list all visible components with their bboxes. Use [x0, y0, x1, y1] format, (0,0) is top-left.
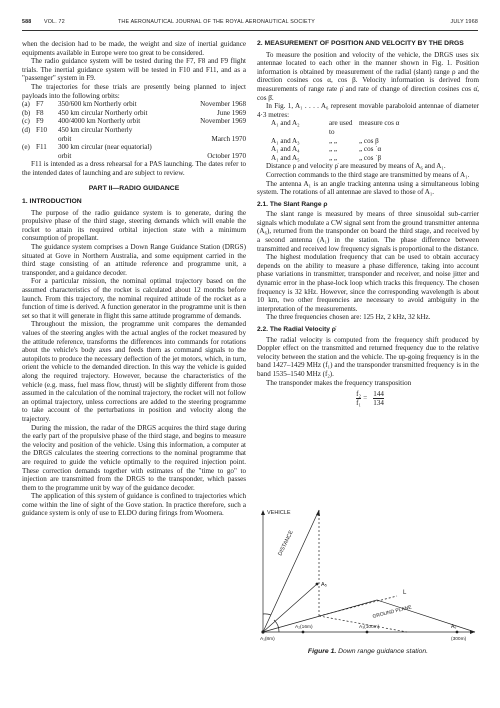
trial-row: (d) F10 450 km circular Northerly [22, 125, 133, 134]
paragraph: The transponder makes the frequency transposition [266, 378, 412, 387]
paragraph: The trajectories for these trials are presently being planned to inject payloads into the following orbits: [22, 82, 246, 100]
antenna-a1-marker [261, 630, 264, 633]
antenna-a6-marker [456, 631, 459, 634]
paragraph: The antenna A₁ is an angle tracking antenna using a simultaneous lobing system. The rotations of all antennae are slaved to those of A₁. [257, 179, 479, 197]
subsection-heading: 2.1. The Slant Range ρ [257, 200, 328, 208]
distance-line [263, 510, 319, 632]
ground-plane-label: GROUND PLANE [372, 604, 413, 620]
caption-text: Down range guidance station. [338, 648, 429, 655]
paragraph: To measure the position and velocity of the vehicle, the DRGS uses six antennae located to each other in the manner shown in Fig. 1. Position information is obtained by measurement of the radial (slant) range ρ and the direction cosines cos α, cos β. Velocity information is derived from measurements of range rate ρ̇ and rate of change of direction cosines cos α̇, cos β̇. [257, 50, 479, 102]
header-rule [22, 30, 478, 31]
baseline-arrowhead [470, 630, 475, 634]
paragraph: In Fig. 1, A₁ . . . . A₆ represent movable paraboloid antennae of diameter 4·3 metres: [257, 102, 479, 119]
running-header [22, 19, 478, 27]
paragraph: Distance ρ and velocity ρ̇ are measured by means of A₆ and A₁. [266, 162, 446, 171]
paragraph: The three frequencies chosen are: 125 Hz, 2 kHz, 32 kHz. [266, 313, 431, 322]
station-diagram [257, 504, 479, 644]
distance-label: DISTANCE [277, 529, 295, 557]
left-column [22, 40, 246, 518]
antenna-a3-marker [366, 631, 369, 634]
antenna-a5-marker [316, 583, 319, 586]
trial-row: orbit October 1970 [58, 151, 246, 160]
paragraph: The radial velocity is computed from the frequency shift produced by Doppler effect on the transmitted and returned frequency due to the relative velocity between the station and the vehicle. The up-going frequency is in the band 1427–1429 MHz (f₁) and the transponder transmitted frequency is in the band 1535–1540 MHz (f₂). [257, 335, 479, 378]
trial-row: (b) F8 450 km circular Northerly orbit June 1969 [22, 108, 246, 117]
vehicle-arrowhead [316, 510, 320, 516]
paragraph: During the mission, the radar of the DRGS acquires the third stage during the early part of the propulsive phase of the third stage, and begins to measure the velocity and position of the vehicle. Using this information, a computer at the DRGS calculates the steering corrections to the nominal programme that are required to guide the vehicle optimally to the required injection point. These correction demands together with estimates of the "time to go" to injection are transmitted from the DRGS to the transponder, which passes them to the programme unit by way of the guidance decoder. [22, 423, 246, 492]
paragraph: The radio guidance system will be tested during the F7, F8 and F9 flight trials. The inertial guidance system will be tested in F10 and F11, and as a "passenger" system in F9. [22, 57, 246, 83]
antenna-row: A₁ and A₃ „ „ „ cos β [271, 136, 379, 145]
subsection-heading: 2.2. The Radial Velocity ρ̇ [257, 326, 336, 333]
paragraph: Throughout the mission, the programme unit compares the demanded values of the steering angles with the actual angles of the rocket measured by the attitude reference, transforms the differences into commands for rotations about the vehicle's body axes and feeds them as command signals to the autopilots to produce the necessary deflection of the jet motors, which, in turn, orient the vehicle to the demanded direction. In this way the vehicle is guided along the required trajectory. However, because the characteristics of the vehicle (e.g. mass, fuel mass flow, thrust) will be slightly different from those assumed in the calculation of the nominal trajectory, the rocket will not follow an optimal trajectory, unless corrections are added to the steering programme to take account of the perturbations in position and velocity along the trajectory. [22, 320, 246, 423]
trial-row: (e) F11 300 km circular (near equatorial) [22, 143, 152, 152]
paragraph: The guidance system comprises a Down Range Guidance Station (DRGS) situated at Gove in Northern Australia, and some equipment carried in the third stage consisting of an attitude reference and programme unit, a transponder, and a guidance decoder. [22, 243, 246, 277]
angle-beta-arc [263, 614, 271, 615]
volume-label: VOL. 72 [44, 19, 65, 25]
distance-300m-label: (300m) [451, 637, 467, 642]
section-heading: 1. INTRODUCTION [22, 198, 82, 206]
antenna-list [257, 119, 479, 162]
a3-label: A₃(100m) [359, 625, 380, 630]
antenna-row: A₁ and A₅ „ „ „ cos ˙β [271, 153, 382, 162]
trial-row: orbit March 1970 [58, 134, 246, 143]
paragraph: Correction commands to the third stage are transmitted by means of A₁. [266, 170, 470, 179]
vehicle-label: VEHICLE [267, 510, 291, 516]
figure-1 [257, 504, 479, 644]
l-label: L [403, 590, 407, 596]
paragraph: F11 is intended as a dress rehearsal for a PAS launching. The dates refer to the intended dates of launching and are subject to review. [22, 160, 246, 177]
right-column [257, 40, 479, 410]
trial-list [22, 100, 246, 160]
figure-caption [257, 648, 479, 655]
a6-label: A₆ [451, 624, 457, 630]
section-heading: 2. MEASUREMENT OF POSITION AND VELOCITY BY THE DRGS [257, 40, 464, 47]
trial-row: (a) F7 350/600 km Northerly orbit November 1968 [22, 100, 246, 109]
antenna-row: A₁ and A₂ are used to measure cos α [271, 119, 400, 136]
vertical-arrowhead [261, 510, 265, 515]
caption-prefix: Figure 1. [307, 648, 337, 655]
part-heading: PART II—RADIO GUIDANCE [88, 184, 180, 192]
paragraph: The purpose of the radio guidance system is to generate, during the propulsive phase of the third stage, steering demands which will enable the rocket to attain its required orbital injection state with a minimum consumption of propellant. [22, 208, 246, 243]
a2-label: A₂(16m) [295, 625, 313, 630]
page-number: 588 [22, 19, 32, 25]
paragraph: The application of this system of guidance is confined to trajectories which come within the line of sight of the Gove station. In practice therefore, such a guidance system is only of use to ELDO during firings from Woomera. [22, 492, 246, 518]
paragraph: The highest modulation frequency that can be used to obtain accuracy depends on the ability to measure a phase difference, taking into account phase variations in transmitter, transponder and receiver, and noise jitter and dynamic error in the phase-lock loop which tracks this frequency. The chosen frequency is 32 kHz. However, since the corresponding wavelength is about 10 km, two other frequencies are necessary to avoid ambiguity in the interpretation of the measurements. [257, 253, 479, 313]
paragraph: The slant range is measured by means of three sinusoidal sub-carrier signals which modulate a CW signal sent from the ground transmitter antenna (A₆), returned from the transponder on board the third stage, and received by a second antenna (A₁) in the station. The phase difference between transmitted and received low frequency signals is proportional to the distance. [257, 210, 479, 253]
antenna-a2-marker [302, 631, 305, 634]
issue-date: JULY 1968 [450, 19, 478, 25]
a5-label: A₅ [321, 582, 327, 588]
trial-row: (c) F9 400/4000 km Northerly orbit November 1969 [22, 117, 246, 126]
paragraph: For a particular mission, the nominal optimal trajectory based on the assumed characteristics of the rocket is calculated about 12 months before launch. From this trajectory, the nominal required attitude of the rocket as a function of time is derived. A function generator in the programme unit is then set so that it will generate in flight this same attitude programme of demands. [22, 277, 246, 320]
a1-label: A₁(8m) [260, 637, 275, 642]
transposition-formula: $\frac{\text{f₂}}{\text{f₁}}$ = $\frac{144}{134}$ [356, 390, 384, 408]
paragraph: when the decision had to be made, the weight and size of inertial guidance equipments available in Europe were too great to be considered. [22, 40, 246, 57]
antenna-row: A₁ and A₄ „ „ „ cos ˙α [271, 145, 382, 154]
journal-title: THE AERONAUTICAL JOURNAL OF THE ROYAL AERONAUTICAL SOCIETY [118, 19, 315, 25]
